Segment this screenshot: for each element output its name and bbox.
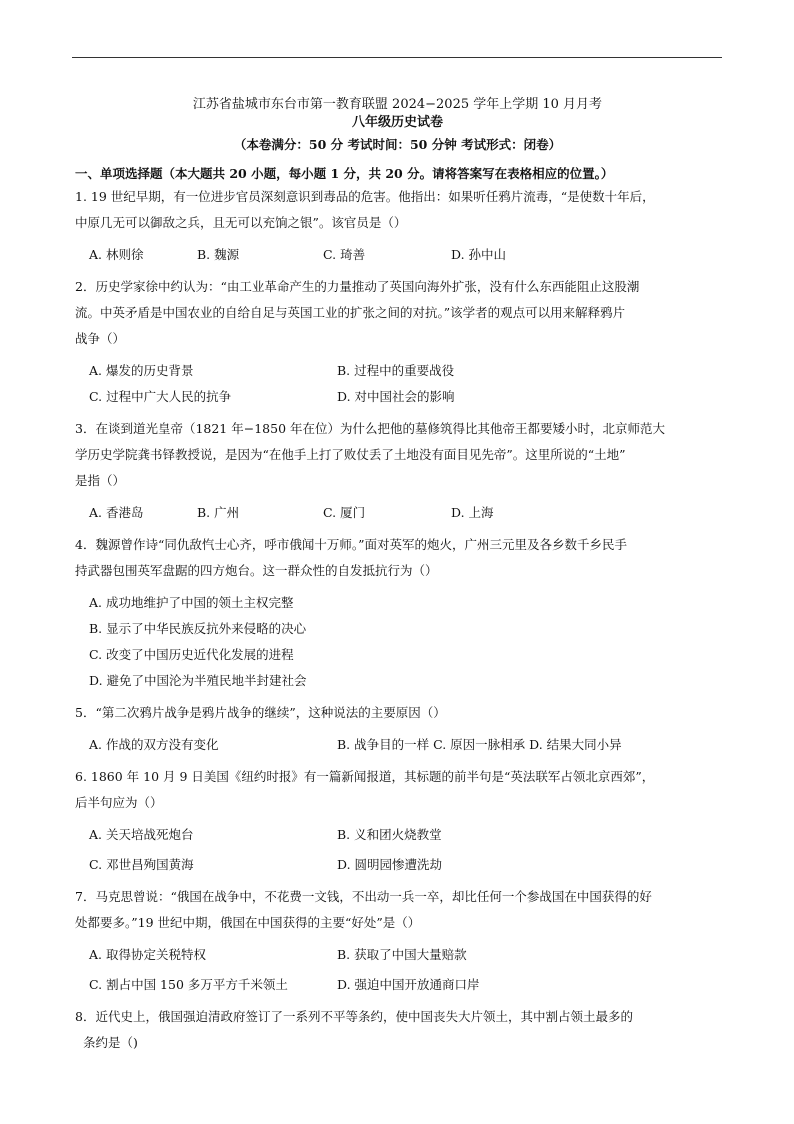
question-line: 2．历史学家徐中约认为：“由工业革命产生的力量推动了英国向海外扩张，没有什么东西能阻止这股潮 — [75, 279, 640, 294]
option-c: C. 改变了中国历史近代化发展的进程 — [89, 647, 294, 662]
option-d: D. 圆明园惨遭洗劫 — [337, 857, 443, 872]
question-line: 3．在谈到道光皇帝（1821 年−1850 年在位）为什么把他的墓修筑得比其他帝王都要矮小时，北京师范大 — [75, 421, 665, 436]
question-line: 5．“第二次鸦片战争是鸦片战争的继续”，这种说法的主要原因（） — [75, 705, 446, 720]
exam-meta: （本卷满分：50 分 考试时间：50 分钟 考试形式：闭卷） — [233, 137, 562, 152]
exam-title: 江苏省盐城市东台市第一教育联盟 2024−2025 学年上学期 10 月月考 — [192, 97, 603, 112]
exam-subtitle: 八年级历史试卷 — [351, 115, 443, 130]
option-b: B. 魏源 — [197, 247, 240, 262]
option-c: C. 过程中广大人民的抗争 — [89, 389, 232, 404]
question-line: 6. 1860 年 10 月 9 日美国《纽约时报》有一篇新闻报道，其标题的前半句是“英法联军占领北京西郊”， — [75, 769, 655, 784]
option-c: C. 琦善 — [323, 247, 366, 262]
question-line: 持武器包围英军盘踞的四方炮台。这一群众性的自发抵抗行为（） — [75, 563, 438, 578]
option-b: B. 获取了中国大量赔款 — [337, 947, 467, 962]
question-line: 4．魏源曾作诗“同仇敌忾士心齐，呼市俄闻十万师。”面对英军的炮火，广州三元里及各乡数千乡民手 — [75, 537, 627, 552]
header-rule — [72, 57, 722, 58]
question-line: 7．马克思曾说：“俄国在战争中，不花费一文钱，不出动一兵一卒，却比任何一个参战国在中国获得的好 — [75, 889, 652, 904]
question-line: 处都要多。”19 世纪中期，俄国在中国获得的主要“好处”是（） — [75, 915, 421, 930]
option-d: D. 上海 — [451, 505, 494, 520]
option-b: B. 显示了中华民族反抗外来侵略的决心 — [89, 621, 307, 636]
option-b: B. 义和团火烧教堂 — [337, 827, 442, 842]
option-a: A. 取得协定关税特权 — [89, 947, 206, 962]
question-line: 1. 19 世纪早期，有一位进步官员深刻意识到毒品的危害。他指出：如果听任鸦片流毒，“是使数十年后， — [75, 189, 655, 204]
exam-page — [75, 96, 720, 1056]
question-3 — [75, 416, 720, 526]
option-d: D. 避免了中国沦为半殖民地半封建社会 — [89, 673, 307, 688]
question-line: 战争（） — [75, 331, 126, 346]
option-bcd: B. 战争目的一样 C. 原因一脉相承 D. 结果大同小异 — [337, 737, 622, 752]
question-line: 中原几无可以御敌之兵，且无可以充饷之银”。该官员是（） — [75, 215, 407, 230]
question-4 — [75, 532, 720, 694]
options — [89, 822, 720, 878]
option-c: C. 厦门 — [323, 505, 366, 520]
question-5 — [75, 700, 720, 758]
question-6 — [75, 764, 720, 878]
question-line: 流。中英矛盾是中国农业的自给自足与英国工业的扩张之间的对抗。”该学者的观点可以用来解释鸦片 — [75, 305, 626, 320]
option-a: A. 作战的双方没有变化 — [89, 737, 219, 752]
question-2 — [75, 274, 720, 410]
option-a: A. 林则徐 — [89, 247, 144, 262]
option-a: A. 香港岛 — [89, 505, 144, 520]
option-b: B. 过程中的重要战役 — [337, 363, 455, 378]
question-line: 后半句应为（） — [75, 795, 163, 810]
option-a: A. 爆发的历史背景 — [89, 363, 194, 378]
option-a: A. 成功地维护了中国的领土主权完整 — [89, 595, 294, 610]
option-d: D. 对中国社会的影响 — [337, 389, 455, 404]
question-line: 是指（） — [75, 473, 126, 488]
option-d: D. 强迫中国开放通商口岸 — [337, 977, 480, 992]
section-heading: 一、单项选择题（本大题共 20 小题，每小题 1 分，共 20 分。请将答案写在表格相应的位置。） — [75, 166, 614, 181]
option-a: A. 关天培战死炮台 — [89, 827, 194, 842]
options — [89, 500, 720, 526]
question-8 — [75, 1004, 720, 1056]
option-d: D. 孙中山 — [451, 247, 507, 262]
options — [89, 358, 720, 410]
question-line: 学历史学院龚书铎教授说，是因为“在他手上打了败仗丢了土地没有面目见先帝”。这里所说的“土地” — [75, 447, 626, 462]
question-7 — [75, 884, 720, 998]
options — [89, 942, 720, 998]
question-1 — [75, 184, 720, 268]
question-line: 8．近代史上，俄国强迫清政府签订了一系列不平等条约，使中国丧失大片领土，其中割占领土最多的 — [75, 1009, 633, 1024]
options — [89, 732, 720, 758]
option-c: C. 割占中国 150 多万平方千米领土 — [89, 977, 288, 992]
options — [89, 242, 720, 268]
question-line: 条约是（) — [83, 1035, 138, 1050]
options — [89, 590, 720, 694]
option-c: C. 邓世昌殉国黄海 — [89, 857, 194, 872]
option-b: B. 广州 — [197, 505, 240, 520]
